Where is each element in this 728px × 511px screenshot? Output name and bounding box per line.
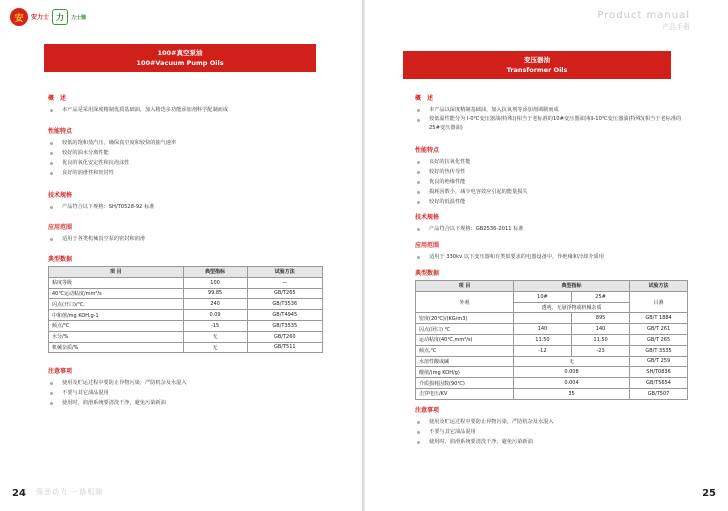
- cell: GB/T3536: [247, 299, 322, 310]
- list-item: 良好的润滑性和密封性: [48, 168, 323, 178]
- cell: 无: [183, 331, 247, 342]
- cell: GB/T4945: [247, 310, 322, 321]
- features-section: [415, 145, 688, 207]
- notes-section: [415, 405, 688, 447]
- brand1-logo-mark: 安: [10, 8, 28, 26]
- section-title: 应用范围: [48, 224, 73, 231]
- table-header: 典型指标: [513, 281, 629, 292]
- table-header: 项 目: [49, 267, 184, 278]
- cell: 99.85: [183, 288, 247, 299]
- table-header: 项 目: [416, 281, 514, 292]
- cell: 无: [183, 342, 247, 353]
- table-row: [49, 310, 323, 321]
- application-section: [48, 222, 323, 244]
- cell: [513, 313, 571, 324]
- table-row: [416, 345, 688, 356]
- table-row: [416, 388, 688, 399]
- cell: 水溶性酸或碱: [416, 356, 514, 367]
- cell: 140: [513, 324, 571, 335]
- list-item: 使用时，润滑系统要清洗干净，避免污染新油: [415, 437, 688, 447]
- list-item: 使用时，润滑系统要清洗干净，避免污染新油: [48, 398, 323, 408]
- section-title: 性能特点: [48, 128, 73, 135]
- product-title-banner: [44, 44, 316, 72]
- product-title-cn: 变压器油: [524, 56, 550, 64]
- cell: 目测: [630, 291, 688, 313]
- cell: 0.004: [513, 378, 629, 389]
- typical-data-table: [48, 266, 323, 353]
- header-en: Product manual: [597, 10, 690, 21]
- cell: 闪点(闭口) ℃: [416, 324, 514, 335]
- section-title: 性能特点: [415, 147, 440, 154]
- overview-section: [48, 93, 323, 115]
- table-row: [49, 277, 323, 288]
- list-item: 本产品以深度精制基础油，加入抗氧剂等添加剂调制而成: [415, 105, 688, 115]
- notes-section: [48, 366, 323, 408]
- cell: 25#: [572, 291, 630, 302]
- list-item: 损耗因数小，减少电容效应引起的能量损失: [415, 187, 688, 197]
- cell: GB/T 265: [630, 334, 688, 345]
- table-header: 试验方法: [630, 281, 688, 292]
- cell: 中和值/mg KOH.g-1: [49, 310, 184, 321]
- cell: 运动粘度(40℃,mm²/s): [416, 334, 514, 345]
- cell: 0.09: [183, 310, 247, 321]
- brand2-logo-mark: 力: [52, 9, 68, 25]
- section-title: 典型数据: [415, 270, 440, 277]
- list-item: 产品符合以下规格：SH/T0528-92 标准: [48, 202, 323, 212]
- cell: 透明、无悬浮物或机械杂质: [513, 302, 629, 313]
- cell: GB/T3535: [247, 320, 322, 331]
- table-row: [416, 367, 688, 378]
- section-title: 技术规格: [415, 214, 440, 221]
- list-item: 不要与其它油品混用: [48, 388, 323, 398]
- cell: GB/T507: [630, 388, 688, 399]
- cell: 240: [183, 299, 247, 310]
- overview-section: [415, 93, 688, 133]
- typical-data-table: [415, 280, 688, 400]
- cell: 40℃运动粘度/mm²/s: [49, 288, 184, 299]
- cell: -12: [513, 345, 571, 356]
- section-title: 概 述: [48, 95, 67, 102]
- left-page: [0, 0, 363, 511]
- section-title: 概 述: [415, 95, 434, 102]
- cell: SH/T0836: [630, 367, 688, 378]
- table-row: [49, 342, 323, 353]
- table-header: 典型指标: [183, 267, 247, 278]
- cell: 水分/%: [49, 331, 184, 342]
- table-row: [49, 331, 323, 342]
- brand1-logo-name: 安力士: [31, 13, 50, 21]
- footer-slogan: 强劲动力 一路相随: [36, 488, 104, 496]
- product-title-en: 100#Vacuum Pump Oils: [136, 59, 224, 67]
- list-item: 适用于 330kv 以下变压器和有类似要求的电器设备中，作绝缘和冷却介质用: [415, 252, 688, 262]
- cell: 140: [572, 324, 630, 335]
- list-item: 使用及贮运过程中要防止异物污染，严防机杂及水混入: [415, 417, 688, 427]
- page-number: 25: [702, 488, 716, 499]
- cell: 机械杂质/%: [49, 342, 184, 353]
- table-row: [416, 378, 688, 389]
- product-title-en: Transformer Oils: [506, 66, 568, 74]
- product-manual-header: [597, 10, 690, 32]
- features-section: [48, 126, 323, 178]
- table-row: [49, 299, 323, 310]
- list-item: 较好的低温性能: [415, 197, 688, 207]
- brand2-logo-name: 力士德: [71, 14, 87, 21]
- cell: 粘度等级: [49, 277, 184, 288]
- cell: GB/T265: [247, 288, 322, 299]
- cell: -23: [572, 345, 630, 356]
- product-title-banner: [403, 51, 671, 79]
- header-cn: 产品手册: [662, 23, 690, 31]
- table-row: [416, 324, 688, 335]
- product-title-cn: 100#真空泵油: [157, 49, 203, 57]
- cell: 击穿电压/KV: [416, 388, 514, 399]
- cell: 酸值/(mg KOH/g): [416, 367, 514, 378]
- table-row: [416, 291, 688, 302]
- cell: 介质损耗因数(90℃): [416, 378, 514, 389]
- section-title: 应用范围: [415, 242, 440, 249]
- brand-logo: [10, 8, 86, 26]
- right-page: [365, 0, 728, 511]
- cell: GB/T511: [247, 342, 322, 353]
- list-item: 使用及贮运过程中要防止异物污染，严防机杂及水混入: [48, 378, 323, 388]
- list-item: 不要与其它油品混用: [415, 427, 688, 437]
- table-row: [416, 334, 688, 345]
- list-item: 按低温性能分为 I-0℃变压器油(特殊)(相当于老标准的10#变压器油)和I-10℃变压器油(特殊)(相当于老标准的25#变压器油): [415, 115, 688, 133]
- page-number: 24: [12, 488, 26, 499]
- cell: 895: [572, 313, 630, 324]
- cell: -15: [183, 320, 247, 331]
- cell: 35: [513, 388, 629, 399]
- spec-section: [48, 190, 323, 212]
- cell: 倾点/℃: [49, 320, 184, 331]
- table-row: [49, 288, 323, 299]
- cell: 倾点,℃: [416, 345, 514, 356]
- section-title: 注意事项: [415, 407, 440, 414]
- list-item: 较低的饱和蒸汽压，确保真空度和较快的抽气速率: [48, 138, 323, 148]
- cell: GB/T5654: [630, 378, 688, 389]
- cell: 外观: [416, 291, 514, 313]
- cell: 10#: [513, 291, 571, 302]
- cell: GB/T 259: [630, 356, 688, 367]
- table-row: [416, 313, 688, 324]
- list-item: 优良的绝缘性能: [415, 177, 688, 187]
- cell: 100: [183, 277, 247, 288]
- cell: 11.50: [572, 334, 630, 345]
- list-item: 优良的氧化安定性和抗泡沫性: [48, 158, 323, 168]
- cell: 无: [513, 356, 629, 367]
- section-title: 注意事项: [48, 368, 73, 375]
- table-row: [49, 320, 323, 331]
- cell: GB/T 3535: [630, 345, 688, 356]
- cell: GB/T 261: [630, 324, 688, 335]
- application-section: [415, 240, 688, 262]
- list-item: 适用于各类机械真空泵的密封和润滑: [48, 234, 323, 244]
- cell: GB/T 1884: [630, 313, 688, 324]
- section-title: 技术规格: [48, 192, 73, 199]
- typical-data-section: [48, 254, 323, 353]
- cell: 0.008: [513, 367, 629, 378]
- section-title: 典型数据: [48, 256, 73, 263]
- spec-section: [415, 212, 688, 234]
- list-item: 本产品是采用深度精制优质基础油，加入精选多功能添加剂科学配制而成: [48, 105, 323, 115]
- typical-data-section: [415, 268, 688, 400]
- table-row: [416, 356, 688, 367]
- list-item: 良好的抗氧化性能: [415, 157, 688, 167]
- cell: —: [247, 277, 322, 288]
- cell: 闪点(开口)/℃,: [49, 299, 184, 310]
- list-item: 较好的热传导性: [415, 167, 688, 177]
- list-item: 较好的油水分离性能: [48, 148, 323, 158]
- cell: GB/T260: [247, 331, 322, 342]
- list-item: 产品符合以下规格：GB2536-2011 标准: [415, 224, 688, 234]
- cell: 11.50: [513, 334, 571, 345]
- table-header: 试验方法: [247, 267, 322, 278]
- cell: 密度(20℃)/(KG/m3): [416, 313, 514, 324]
